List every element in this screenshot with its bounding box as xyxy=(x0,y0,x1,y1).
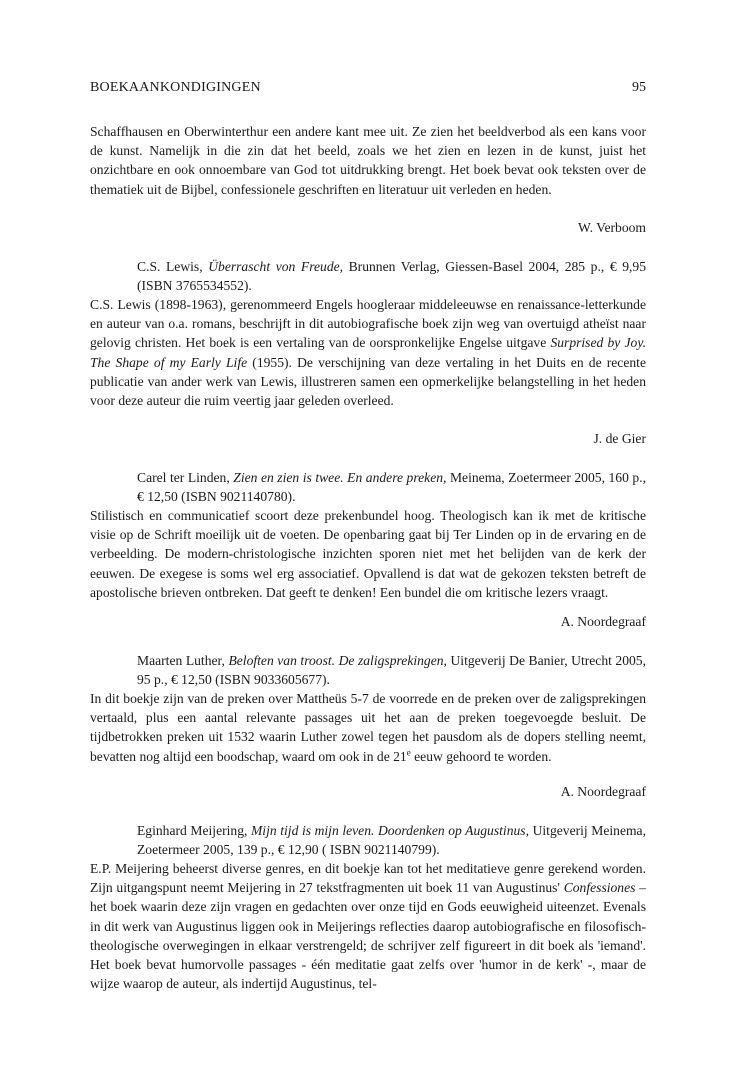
review-3-signature: A. Noordegraaf xyxy=(560,784,646,799)
review-4-body xyxy=(90,859,646,993)
page-header xyxy=(90,80,646,100)
review-4-citation xyxy=(137,821,646,859)
review-1-details: Brunnen Verlag, Giessen-Basel 2004, 285 p., € 9,95 (ISBN 3765534552). xyxy=(137,259,646,294)
review-3-body-end: eeuw gehoord te worden. xyxy=(410,748,552,764)
review-3-citation xyxy=(137,651,646,689)
review-1-author: C.S. Lewis, xyxy=(137,259,209,274)
review-4-title: Mijn tijd is mijn leven. Doordenken op Augustinus xyxy=(250,823,526,838)
review-3-details: Uitgeverij De Banier, Utrecht 2005, 95 p., € 12,50 (ISBN 9033605677). xyxy=(137,653,647,688)
review-3-body xyxy=(90,689,646,766)
page-number: 95 xyxy=(632,80,646,95)
review-2-title: Zien en zien is twee. En andere preken, xyxy=(233,470,447,485)
review-3-title: Beloften van troost. De zaligsprekingen, xyxy=(228,653,447,668)
review-2-author: Carel ter Linden, xyxy=(137,470,234,485)
review-2-signature: A. Noordegraaf xyxy=(560,614,646,629)
review-1-body-end: (1955). De verschijning van deze vertaling in het Duits en de recente publicatie van ander werk van Lewis, illustreren samen een opmerkelijke belangstelling in het heden voor deze auteur die ruim veertig jaar geleden overleed. xyxy=(90,354,646,409)
review-1-title: Überrascht von Freude, xyxy=(208,259,344,274)
review-4-author: Eginhard Meijering, xyxy=(137,823,251,838)
review-4-body-end: – het boek waarin deze zijn vragen en gedachten over onze tijd en Gods eeuwigheid uiteenzet. Evenals in dit werk van Augustinus liggen ook in Meijerings reflecties daarop autobiografische en filosofisch-theologische overwegingen in elkaar verstrengeld; de schrijver zelf figureert in dit boek als 'iemand'. Het boek bevat humorvolle passages - één meditatie gaat zelfs over 'humor in de kerk' -, maar de wijze waarop de auteur, als indertijd Augustinus, tel- xyxy=(90,880,646,992)
review-4-details: , Uitgeverij Meinema, Zoetermeer 2005, 139 p., € 12,90 ( ISBN 9021140799). xyxy=(137,823,646,858)
review-4-body-text: E.P. Meijering beheerst diverse genres, en dit boekje kan tot het meditatieve genre gerekend worden. Zijn uitgangspunt neemt Meijering in 27 tekstfragmenten uit boek 11 van Augustinus' xyxy=(90,861,646,896)
intro-signature: W. Verboom xyxy=(578,220,646,235)
intro-paragraph: Schaffhausen en Oberwinterthur een andere kant mee uit. Ze zien het beeldverbod als een kans voor de kunst. Namelijk in die zin dat het beeld, zoals we het zien en lezen in de kunst, juist het onzichtbare en ook onnoembare van God tot uitdrukking brengt. Het boek bevat ook teksten over de thematiek uit de Bijbel, confessionele geschriften en literatuur uit verleden en heden. xyxy=(90,124,646,197)
review-2-body: Stilistisch en communicatief scoort deze prekenbundel hoog. Theologisch kan ik met de kritische visie op de Schrift moeilijk uit de voeten. De openbaring gaat bij Ter Linden op in de ervaring en de verbeelding. De modern-christologische inzichten sporen niet met het belijden van de kerk der eeuwen. De exegese is soms wel erg associatief. Opvallend is dat wat de gekozen teksten betreft de apostolische brieven ontbreken. Dat geeft te denken! Een bundel die om kritische lezers vraagt. xyxy=(90,508,646,600)
review-1-body xyxy=(90,295,646,410)
review-2-details: Meinema, Zoetermeer 2005, 160 p., € 12,50 (ISBN 9021140780). xyxy=(137,470,647,505)
review-1-body-text: C.S. Lewis (1898-1963), gerenommeerd Engels hoogleraar middeleeuwse en renaissance-letterkunde en auteur van o.a. romans, beschrijft in dit autobiografische boek zijn weg van overtuigd atheïst naar gelovig christen. Het boek is een vertaling van de oorspronkelijke Engelse uitgave xyxy=(90,297,646,351)
review-1-signature: J. de Gier xyxy=(593,431,646,446)
review-1-citation xyxy=(137,257,646,295)
review-3-body-text: In dit boekje zijn van de preken over Mattheüs 5-7 de voorrede en de preken over de zaligsprekingen vertaald, plus een aantal relevante passages uit het aan de preken toegevoegde besluit. De tijdbetrokken preken uit 1532 waarin Luther zowel tegen het pausdom als de dopers stelling neemt, bevatten nog altijd een boodschap, waard om ook in de 21 xyxy=(90,691,646,764)
review-4-body-italic: Confessiones xyxy=(563,880,636,896)
review-3-author: Maarten Luther, xyxy=(137,653,229,668)
review-3-body-sup: e xyxy=(406,747,411,758)
running-title: BOEKAANKONDIGINGEN xyxy=(90,80,261,95)
review-1-body-italic: Surprised by Joy. The Shape of my Early Life xyxy=(90,335,646,370)
review-2-citation xyxy=(137,468,646,506)
